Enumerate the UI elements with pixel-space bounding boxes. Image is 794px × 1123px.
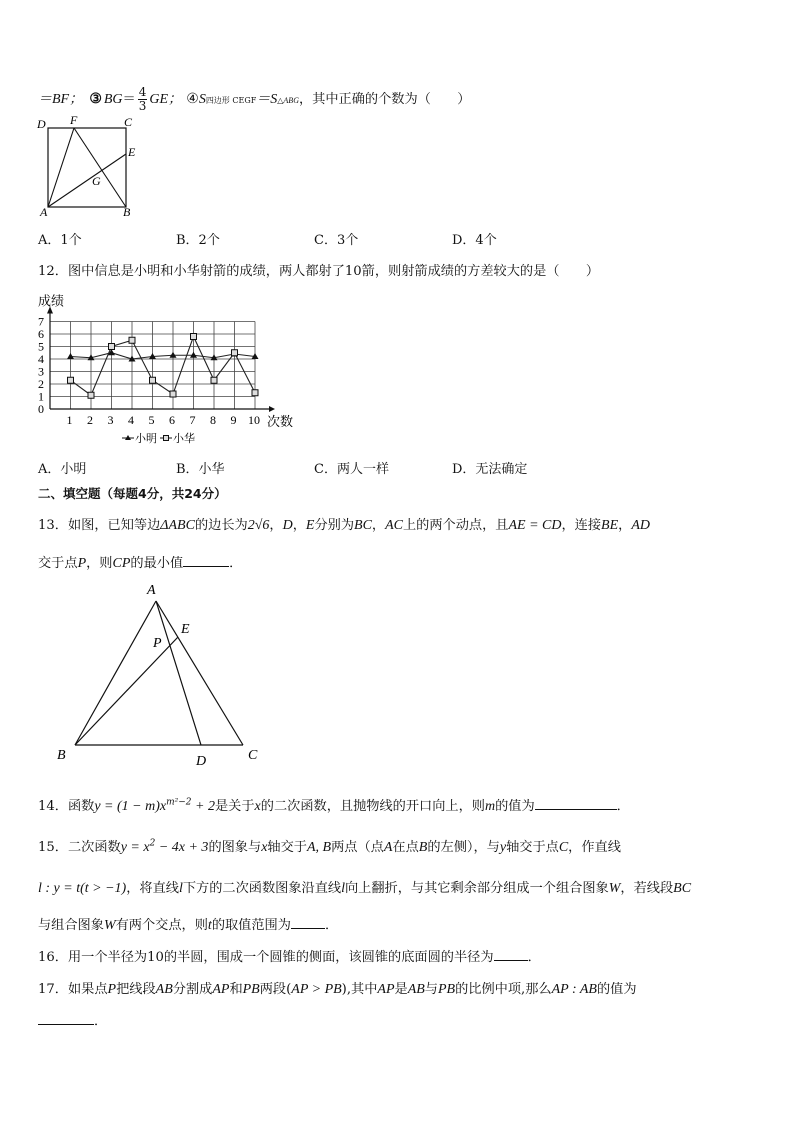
label-D: D — [196, 754, 207, 769]
data-point-xiaohua — [68, 377, 74, 383]
x-tick-label: 3 — [107, 413, 114, 427]
x-tick-label: 2 — [87, 413, 93, 427]
label-G: G — [92, 174, 101, 188]
q12-option-a[interactable]: A．小明 — [38, 462, 87, 477]
data-point-xiaohua — [129, 337, 135, 343]
q15-line2: l : y = t(t > −1)，将直线l下方的二次函数图象沿直线l向上翻折，与其它剩余部分组成一个组合图象W，若线段BC — [38, 881, 692, 896]
data-point-xiaohua — [211, 377, 217, 383]
q11-option-b[interactable]: B．2个 — [176, 233, 220, 248]
x-tick-label: 1 — [66, 413, 73, 427]
data-point-xiaohua — [191, 334, 197, 340]
data-point-xiaohua — [232, 350, 238, 356]
data-point-xiaohua — [170, 391, 176, 397]
q11-option-a[interactable]: A．1个 — [38, 233, 82, 248]
label-E: E — [128, 145, 136, 159]
q11-option-c[interactable]: C．3个 — [314, 233, 359, 248]
y-tick-label: 3 — [38, 364, 44, 379]
label-F: F — [70, 113, 78, 127]
q13-line2: 交于点P，则CP的最小值 ． — [38, 556, 243, 571]
y-tick-label: 6 — [38, 327, 44, 341]
label-C: C — [248, 748, 258, 763]
label-B: B — [123, 205, 131, 219]
label-A: A — [147, 583, 156, 598]
y-tick-label: 2 — [38, 377, 44, 391]
q12-option-b[interactable]: B．小华 — [176, 462, 225, 477]
series-line-xiaoming — [71, 353, 256, 359]
y-tick-label: 4 — [38, 352, 44, 366]
data-point-xiaohua — [88, 392, 94, 398]
legend-label-xiaoming: 小明 — [135, 433, 157, 445]
x-tick-label: 5 — [148, 413, 155, 427]
q11-prefix: ＝BF； — [38, 92, 84, 107]
q11-item4-number: ④ — [186, 91, 199, 107]
label-E: E — [181, 622, 190, 637]
label-A: A — [40, 205, 48, 219]
label-C: C — [124, 115, 133, 129]
q16-stem: 16．用一个半径为10的半圆，围成一个圆锥的侧面，该圆锥的底面圆的半径为 ． — [38, 950, 541, 965]
x-tick-label: 9 — [230, 413, 237, 427]
label-P: P — [153, 636, 162, 651]
legend-marker-xiaohua — [164, 436, 169, 441]
q13-answer-blank[interactable] — [183, 566, 229, 567]
q12-option-d[interactable]: D．无法确定 — [452, 462, 528, 477]
q12-option-c[interactable]: C．两人一样 — [314, 462, 389, 477]
y-tick-label: 1 — [38, 389, 44, 404]
x-axis-title: 次数 — [267, 414, 294, 429]
q13-triangle-figure — [50, 575, 280, 775]
data-point-xiaohua — [109, 344, 115, 350]
q11-stem: ＝BF； ③ BG＝ $\frac{4}{3}$ GE； ④S四边形 CEGF＝S△ABG，其中正确的个数为（ ） — [38, 85, 471, 113]
q15-line3: 与组合图象W有两个交点，则t的取值范围为 ． — [38, 918, 339, 933]
data-point-xiaoming — [67, 353, 74, 359]
legend-label-xiaohua: 小华 — [173, 433, 195, 445]
x-tick-label: 7 — [189, 413, 196, 427]
x-tick-label: 6 — [169, 413, 175, 427]
q12-line-chart — [34, 285, 294, 445]
q11-option-d[interactable]: D．4个 — [452, 233, 497, 248]
x-tick-label: 8 — [210, 413, 216, 427]
label-B: B — [57, 748, 66, 763]
y-tick-label: 5 — [38, 339, 44, 354]
data-point-xiaohua — [150, 377, 156, 383]
q17-answer-blank[interactable] — [38, 1024, 94, 1025]
x-axis-arrow — [269, 406, 275, 412]
q14-stem: 14．函数$y = (1 - m)x^{m^2-2} + 2$是关于x的二次函数，且抛物线的开口向上，则m的值为 ． — [38, 797, 630, 814]
q12-stem: 12．图中信息是小明和小华射箭的成绩，两人都射了10箭，则射箭成绩的方差较大的是（ ） — [38, 264, 600, 279]
y-tick-label: 7 — [38, 314, 44, 329]
q17-line2: ． — [38, 1010, 107, 1029]
section-title: 二、填空题（每题4分，共24分） — [38, 486, 227, 501]
q15-line1: 15．二次函数$y = x^2 - 4x + 3$的图象与x轴交于A, B两点（点A在点B的左侧），与y轴交于点C，作直线 — [38, 838, 621, 855]
q11-stem-tail: ，其中正确的个数为（ ） — [298, 92, 471, 107]
y-tick-label: 0 — [38, 402, 44, 416]
fraction-four-thirds: $\frac{4}{3}$ — [138, 85, 147, 113]
x-tick-label: 10 — [248, 413, 260, 427]
q17-line1: 17．如果点P把线段AB分割成AP和PB两段(AP > PB),其中AP是AB与PB的比例中项,那么AP : AB的值为 — [38, 982, 637, 997]
label-D: D — [37, 117, 46, 131]
q16-answer-blank[interactable] — [494, 960, 528, 961]
data-point-xiaohua — [252, 390, 258, 396]
q11-square-figure — [34, 112, 144, 222]
series-line-xiaohua — [71, 337, 256, 396]
q14-answer-blank[interactable] — [535, 809, 617, 810]
y-axis-title: 成绩 — [38, 293, 65, 309]
q11-item3-number: ③ — [89, 91, 102, 107]
q15-answer-blank[interactable] — [291, 928, 325, 929]
x-tick-label: 4 — [128, 413, 134, 427]
q13-line1: 13．如图，已知等边ΔABC的边长为2√6，D，E分别为BC，AC上的两个动点，且AE = CD，连接BE，AD — [38, 518, 651, 533]
